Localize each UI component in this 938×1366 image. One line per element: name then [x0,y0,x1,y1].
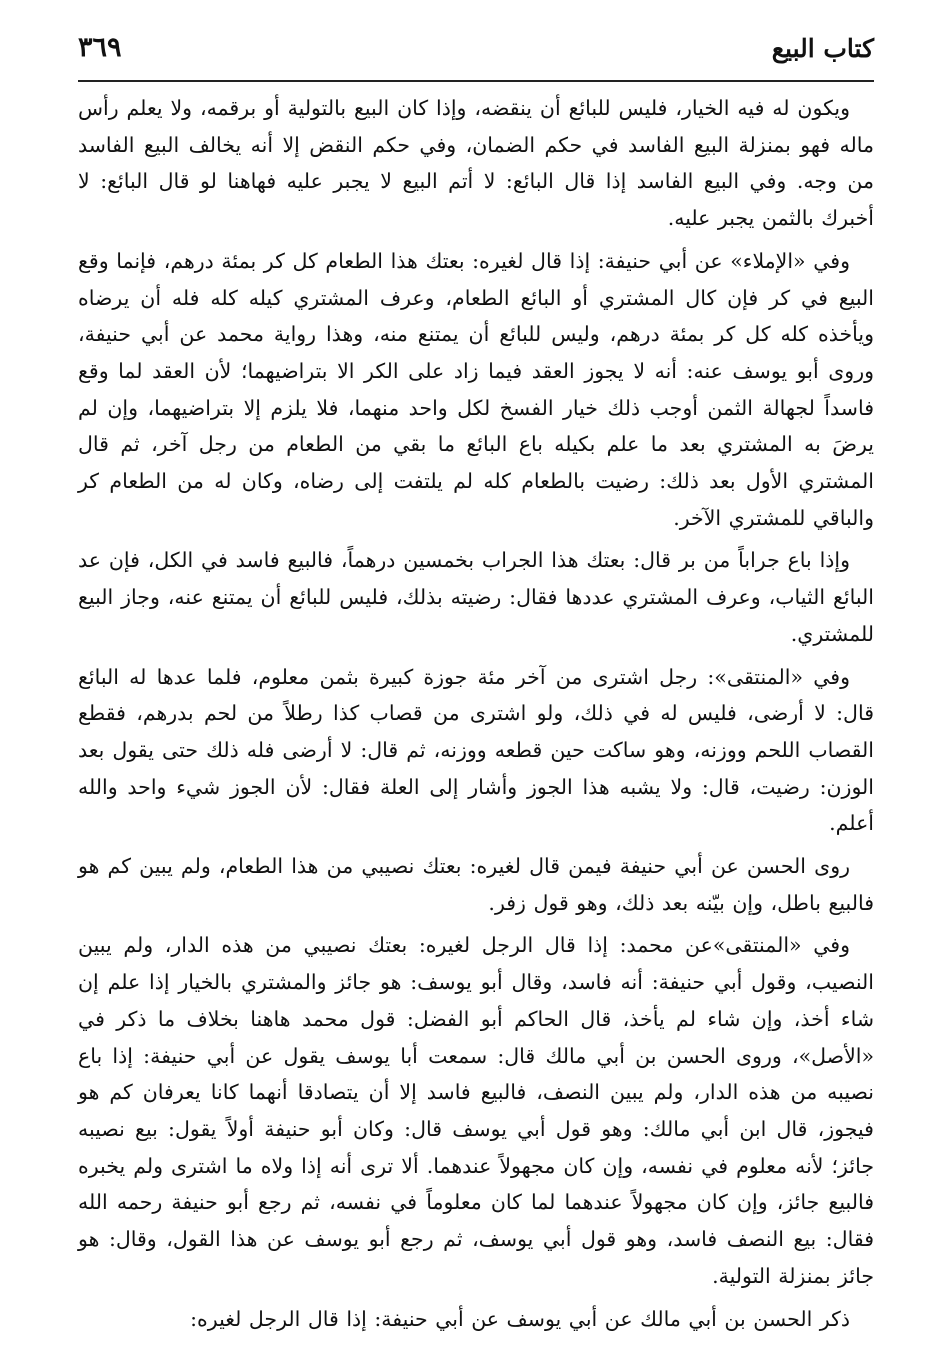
paragraph: ويكون له فيه الخيار، فليس للبائع أن ينقضه، وإذا كان البيع بالتولية أو برقمه، ولا يعلم رأس ماله فهو بمنزلة البيع الفاسد في حكم الضمان، وفي حكم النقض إلا أنه يخالف البيع الفاسد من وجه. وفي البيع الفاسد إذا قال البائع: لا أتم البيع لا يجبر عليه فهاهنا لو قال البائع: لا أخبرك بالثمن يجبر عليه. [78,96,874,231]
header-rule [78,80,874,82]
paragraph: وفي «المنتقى»: رجل اشترى من آخر مئة جوزة كبيرة بثمن معلوم، فلما عدها له البائع قال: لا أرضى، فليس له في ذلك، ولو اشترى من قصاب كذا رطلاً من لحم بدرهم، فقطع القصاب اللحم ووزنه، وهو ساكت حين قطعه ووزنه، ثم قال: لا أرضى فله ذلك حتى يقول بعد الوزن: رضيت، قال: ولا يشبه هذا الجوز وأشار إلى العلة فقال: لأن الجوز شيء واحد والله أعلم. [78,664,874,836]
page-body [78,90,874,1346]
paragraph: روى الحسن عن أبي حنيفة فيمن قال لغيره: بعتك نصيبي من هذا الطعام، ولم يبين كم هو فالبيع باطل، وإن بيّنه بعد ذلك، وهو قول زفر. [78,854,874,915]
paragraph: وفي «المنتقى»عن محمد: إذا قال الرجل لغيره: بعتك نصيبي من هذه الدار، ولم يبين النصيب، وقول أبي حنيفة: أنه فاسد، وقال أبو يوسف: هو جائز والمشتري بالخيار إذا علم إن شاء أخذ، وإن شاء لم يأخذ، قال الحاكم أبو الفضل: قول محمد هاهنا بخلاف ما ذكر في «الأصل»، وروى الحسن بن أبي مالك قال: سمعت أبا يوسف يقول عن أبي حنيفة: إذا باع نصيبه من هذه الدار، ولم يبين النصف، فالبيع فاسد إلا أن يتصادقا أنهما كانا يعرفان كم هو فيجوز، قال ابن أبي مالك: وهو قول أبي يوسف قال: وكان أبو حنيفة أولاً يقول: بيع نصيبه جائز؛ لأنه معلوم في نفسه، وإن كان مجهولاً عندهما. ألا ترى أنه إذا ولاه ما اشترى ولم يخبره فالبيع جائز، وإن كان مجهولاً عندهما لما كان معلوماً في نفسه، ثم رجع أبو حنيفة رحمه الله فقال: بيع النصف فاسد، وهو قول أبي يوسف، ثم رجع أبو يوسف عن هذا القول، وقال: هو جائز بمنزلة التولية. [78,933,874,1288]
paragraph: وإذا باع جراباً من بر قال: بعتك هذا الجراب بخمسين درهماً، فالبيع فاسد في الكل، فإن عد البائع الثياب، وعرف المشتري عددها فقال: رضيته بذلك، فليس للبائع أن يمتنع عنه، وجاز البيع للمشتري. [78,548,874,646]
page-header [78,28,874,78]
paragraph: وفي «الإملاء» عن أبي حنيفة: إذا قال لغيره: بعتك هذا الطعام كل كر بمئة درهم، فإنما وقع البيع في كر فإن كال المشتري أو البائع الطعام، وعرف المشتري كيله كله فله أن يرضاه ويأخذه كله كل كر بمئة درهم، وليس للبائع أن يمتنع منه، وهذا رواية محمد عن أبي حنيفة، وروى أبو يوسف عنه: أنه لا يجوز العقد فيما زاد على الكر الا بتراضيهما؛ لأن العقد لما وقع فاسداً لجهالة الثمن أوجب ذلك خيار الفسخ لكل واحد منهما، فلا يلزم إلا بتراضيهما، وإن لم يرضَ به المشتري بعد ما علم بكيله باع البائع ما بقي من الطعام من رجل آخر، ثم قال المشتري الأول بعد ذلك: رضيت بالطعام كله لم يلتفت إلى رضاه، وكان له من الطعام كر والباقي للمشتري الآخر. [78,248,874,530]
page-number: ٣٦٩ [78,32,122,63]
paragraph: ذكر الحسن بن أبي مالك عن أبي يوسف عن أبي حنيفة: إذا قال الرجل لغيره: [190,1306,850,1331]
running-title: كتاب البيع [771,34,874,63]
